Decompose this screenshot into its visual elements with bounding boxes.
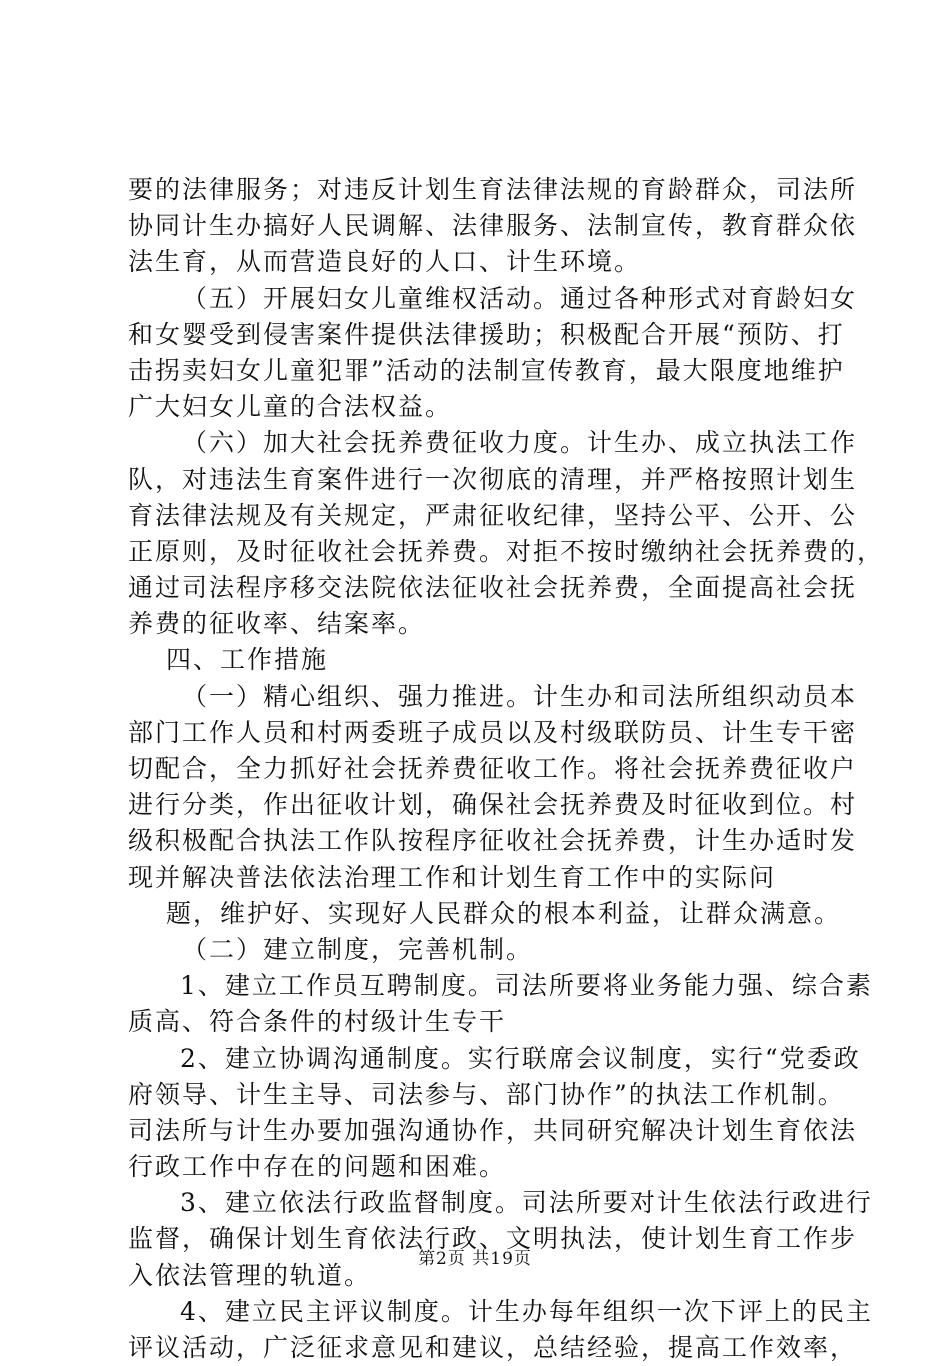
text-line: 题，维护好、实现好人民群众的根本利益，让群众满意。 xyxy=(166,898,842,928)
text-line: 评议活动，广泛征求意见和建议，总结经验，提高工作效率， xyxy=(128,1333,858,1362)
paragraph-start-line: （一）精心组织、强力推进。计生办和司法所组织动员本 xyxy=(182,681,858,711)
text-line: 要的法律服务；对违反计划生育法律法规的育龄群众，司法所 xyxy=(128,175,858,204)
text-line: 通过司法程序移交法院依法征收社会抚养费，全面提高社会抚 xyxy=(128,573,858,603)
document-body xyxy=(128,172,885,1366)
text-line: 队，对违法生育案件进行一次彻底的清理，并严格按照计划生 xyxy=(128,464,858,494)
text-line: 广大妇女儿童的合法权益。 xyxy=(128,392,453,422)
paragraph-start-line: （二）建立制度，完善机制。 xyxy=(182,934,534,964)
text-line: 切配合，全力抓好社会抚养费征收工作。将社会抚养费征收户 xyxy=(128,754,858,783)
text-line: 进行分类，作出征收计划，确保社会抚养费及时征收到位。村 xyxy=(128,790,858,820)
paragraph-start-line: 3、建立依法行政监督制度。司法所要对计生依法行政进行 xyxy=(180,1188,873,1218)
paragraph-start-line: 2、建立协调沟通制度。实行联席会议制度，实行“党委政 xyxy=(180,1043,861,1073)
text-line: 行政工作中存在的问题和困难。 xyxy=(128,1152,507,1182)
text-line: 现并解决普法依法治理工作和计划生育工作中的实际问 xyxy=(128,862,777,892)
text-line: 养费的征收率、结案率。 xyxy=(128,609,426,639)
section-heading: 四、工作措施 xyxy=(166,645,329,675)
text-line: 司法所与计生办要加强沟通协作，共同研究解决计划生育依法 xyxy=(128,1115,858,1145)
text-line: 监督，确保计划生育依法行政、文明执法，使计划生育工作步 xyxy=(128,1224,858,1254)
text-line: 府领导、计生主导、司法参与、部门协作”的执法工作机制。 xyxy=(128,1079,845,1109)
text-line: 部门工作人员和村两委班子成员以及村级联防员、计生专干密 xyxy=(128,717,858,747)
text-line: 击拐卖妇女儿童犯罪”活动的法制宣传教育，最大限度地维护 xyxy=(128,355,845,385)
page-number-footer: 第2页 共19页 xyxy=(418,1249,532,1269)
text-line: 正原则，及时征收社会抚养费。对拒不按时缴纳社会抚养费的， xyxy=(128,536,885,566)
paragraph-start-line: 1、建立工作员互聘制度。司法所要将业务能力强、综合素 xyxy=(180,971,873,1001)
text-line: 法生育，从而营造良好的人口、计生环境。 xyxy=(128,247,642,277)
text-line: 协同计生办搞好人民调解、法律服务、法制宣传，教育群众依 xyxy=(128,211,858,241)
text-line: 育法律法规及有关规定，严肃征收纪律，坚持公平、公开、公 xyxy=(128,500,858,530)
paragraph-start-line: 4、建立民主评议制度。计生办每年组织一次下评上的民主 xyxy=(180,1296,873,1326)
paragraph-start-line: （五）开展妇女儿童维权活动。通过各种形式对育龄妇女 xyxy=(182,283,858,313)
paragraph-start-line: （六）加大社会抚养费征收力度。计生办、成立执法工作 xyxy=(182,428,858,458)
text-line: 质高、符合条件的村级计生专干 xyxy=(128,1007,507,1037)
text-line: 和女婴受到侵害案件提供法律援助；积极配合开展“预防、打 xyxy=(128,319,845,349)
text-line: 入依法管理的轨道。 xyxy=(128,1260,372,1290)
text-line: 级积极配合执法工作队按程序征收社会抚养费，计生办适时发 xyxy=(128,826,858,856)
